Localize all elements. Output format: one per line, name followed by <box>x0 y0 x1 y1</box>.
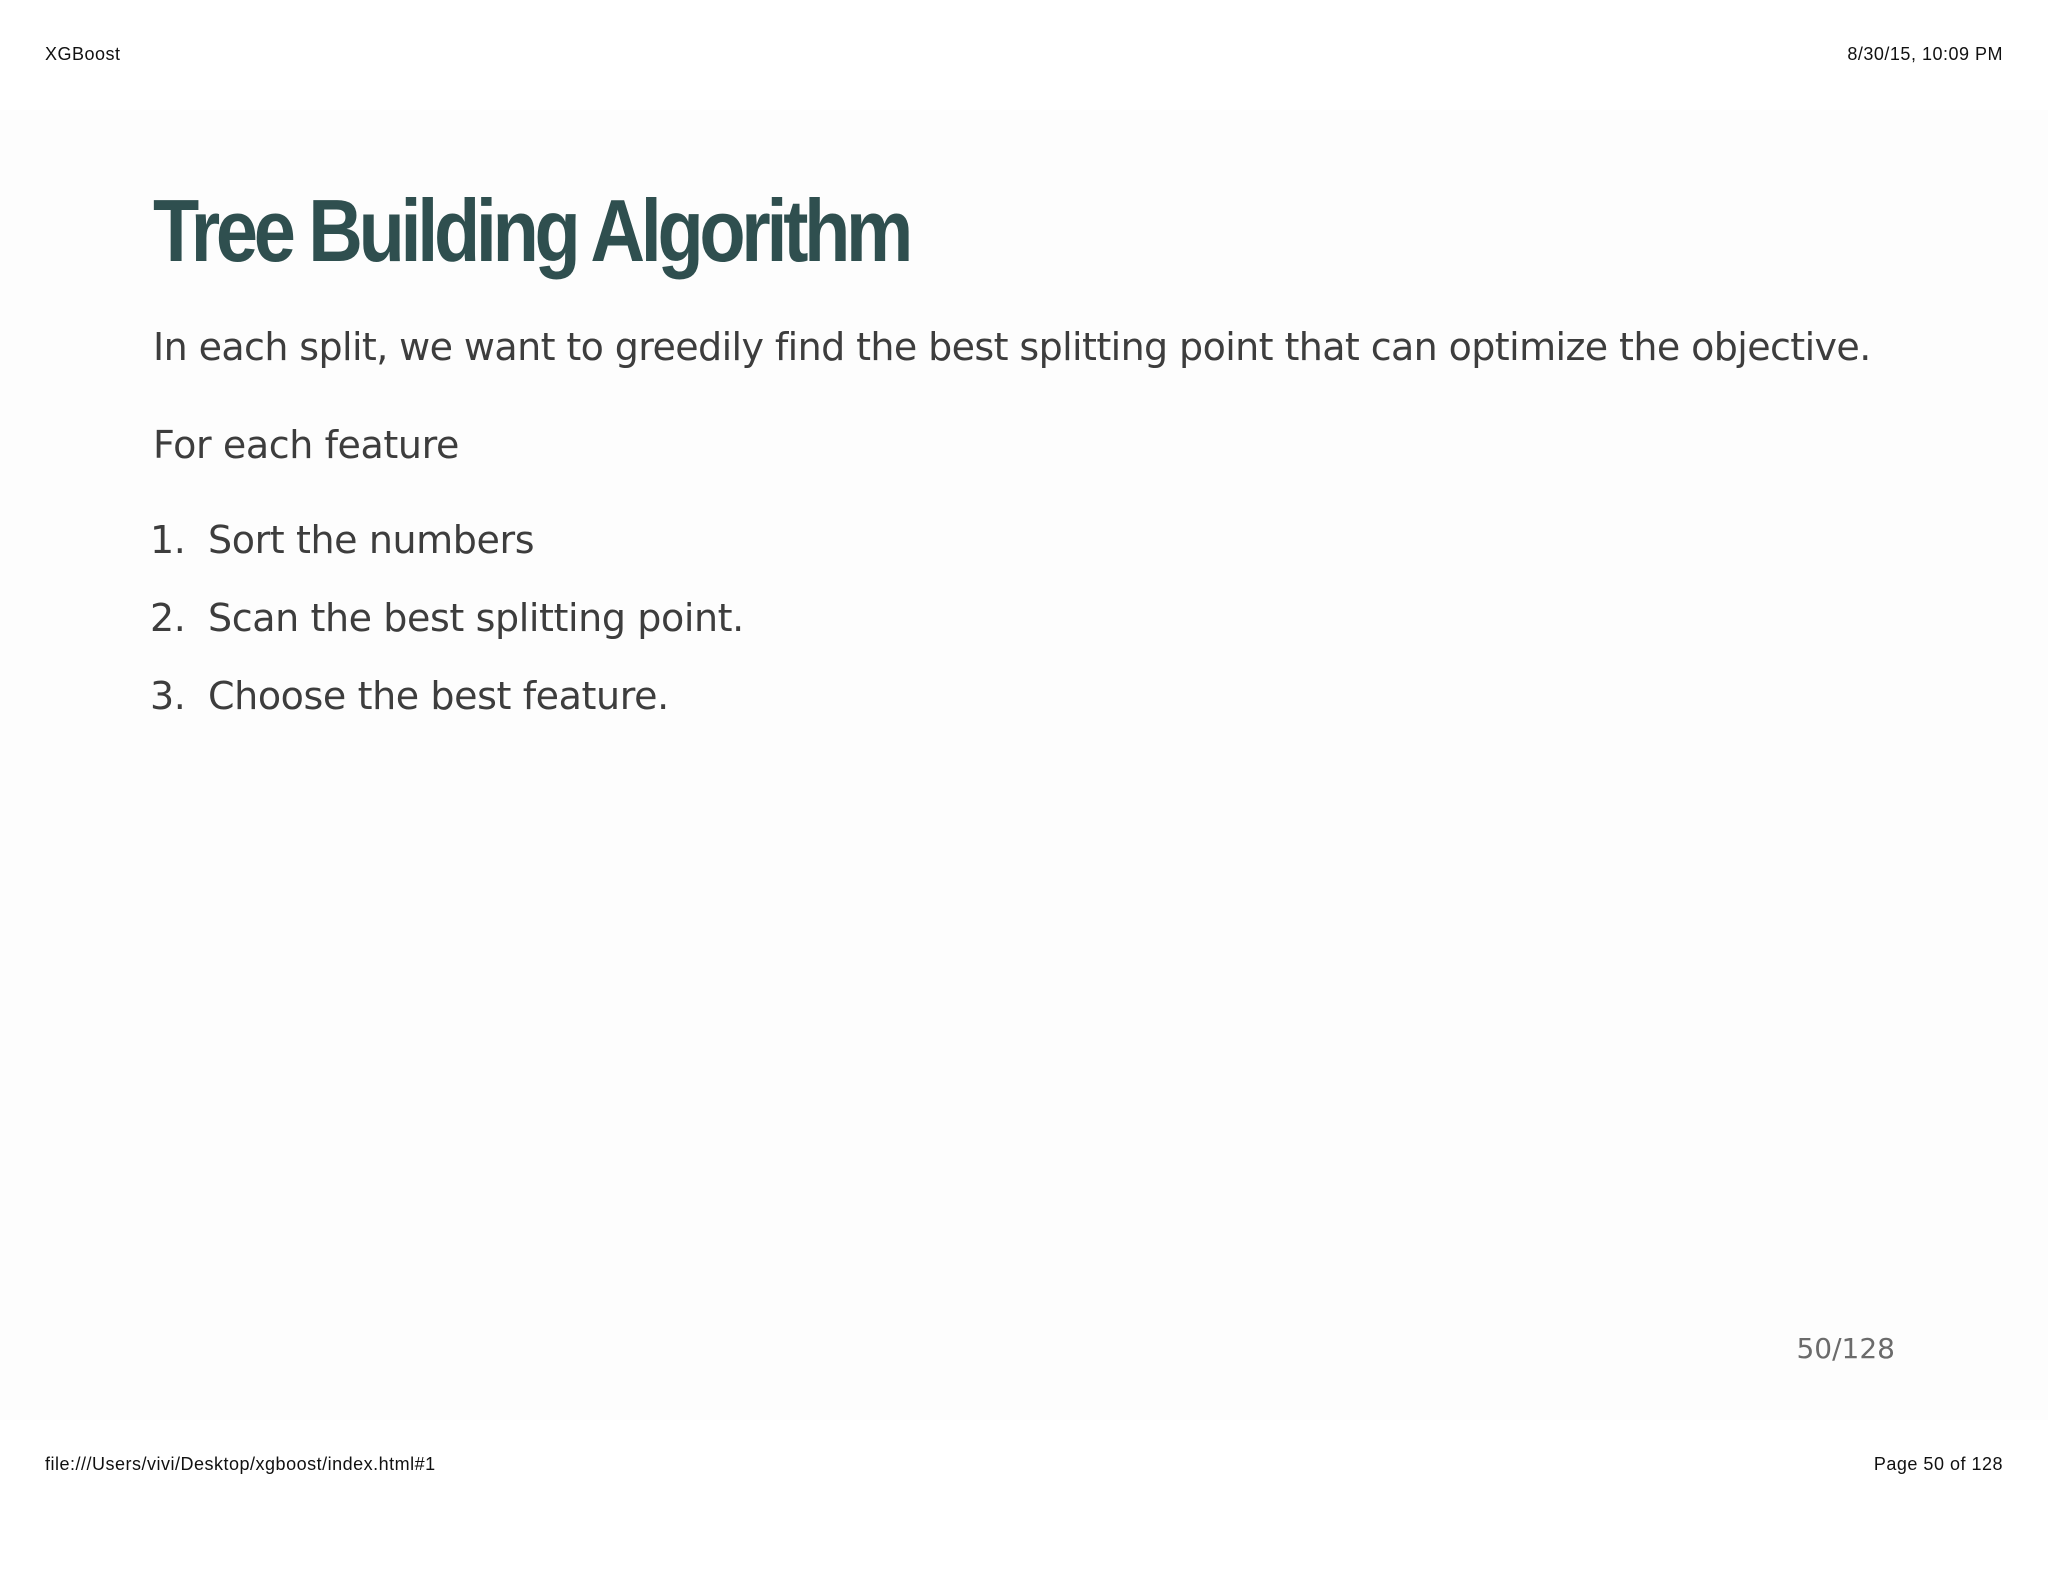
step-number: 2. <box>150 596 186 640</box>
step-number: 3. <box>150 674 186 718</box>
print-footer-url: file:///Users/vivi/Desktop/xgboost/index.html#1 <box>45 1454 436 1474</box>
print-header-title: XGBoost <box>45 44 121 64</box>
print-footer-page-number: Page 50 of 128 <box>1873 1454 2003 1474</box>
print-header-datetime: 8/30/15, 10:09 PM <box>1847 44 2003 64</box>
slide-lead: For each feature <box>153 423 459 467</box>
slide <box>0 110 2048 1420</box>
slide-intro: In each split, we want to greedily find the best splitting point that can optimize the objective. <box>153 325 1871 369</box>
step-text: Sort the numbers <box>208 518 535 562</box>
slide-counter: 50/128 <box>1796 1332 1895 1365</box>
slide-title: Tree Building Algorithm <box>153 181 910 280</box>
step-text: Choose the best feature. <box>208 674 669 718</box>
step-number: 1. <box>150 518 186 562</box>
step-text: Scan the best splitting point. <box>208 596 744 640</box>
